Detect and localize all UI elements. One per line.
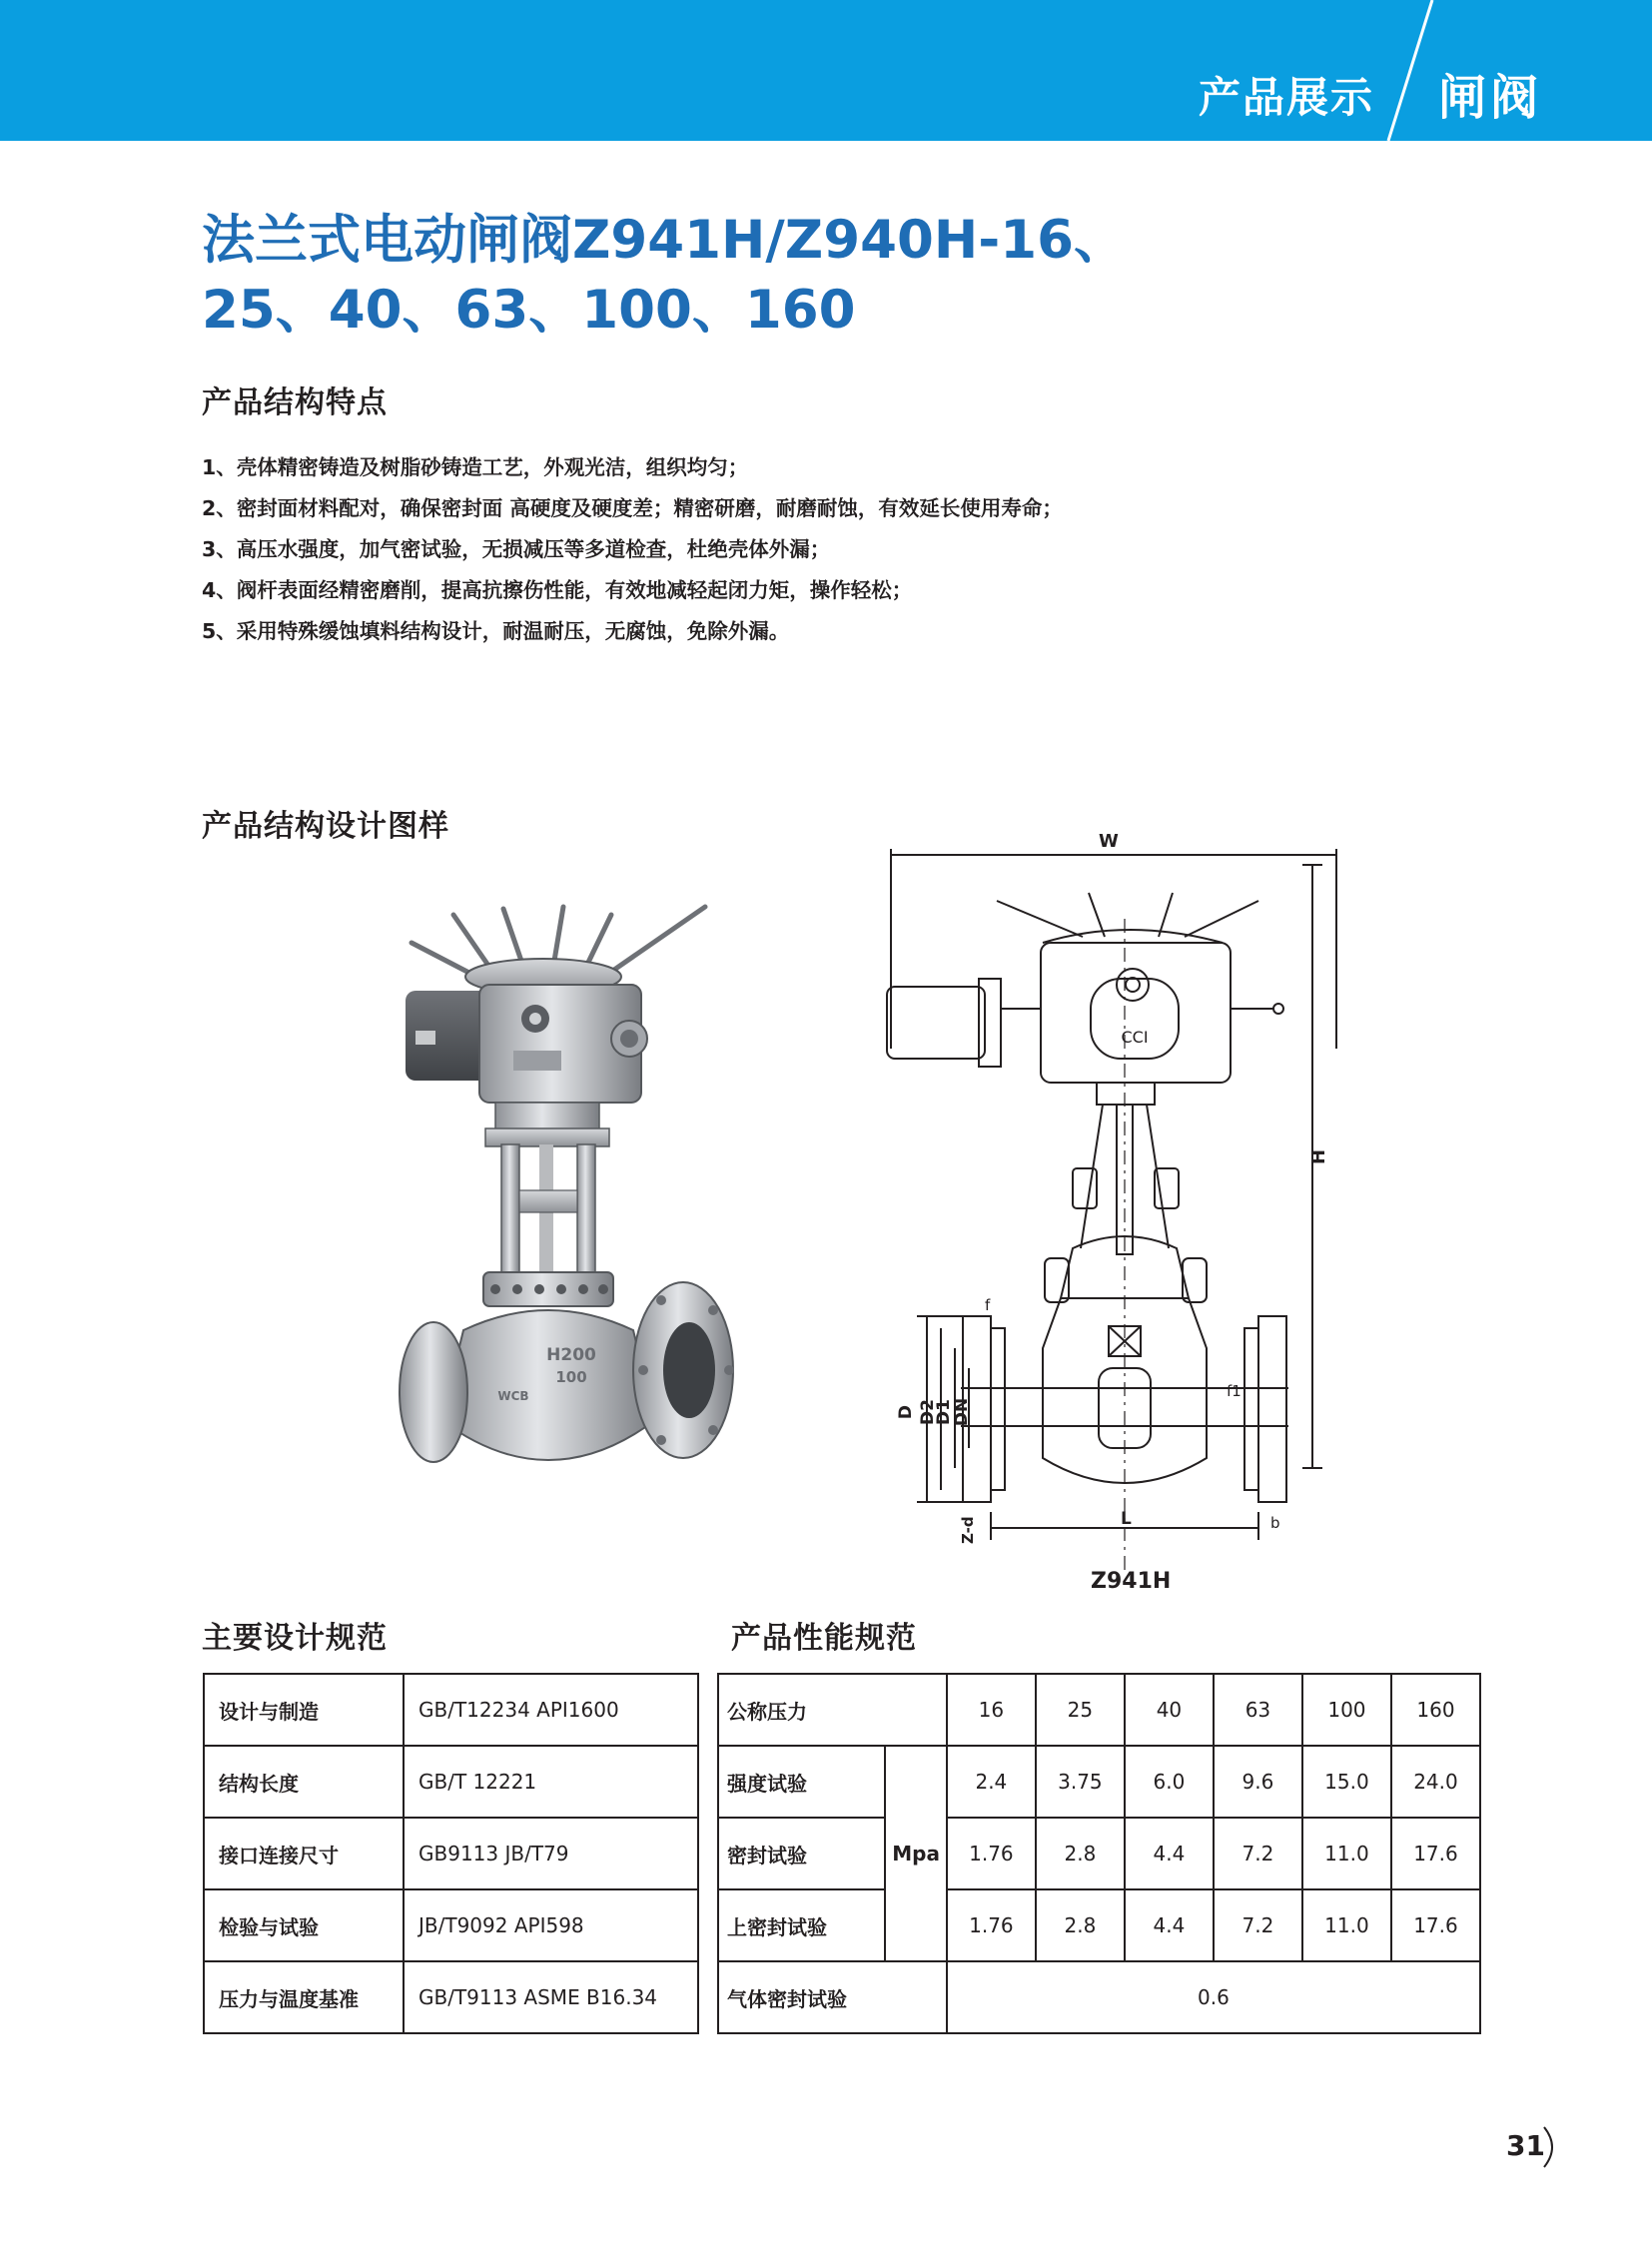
page-number: 31 — [1506, 2129, 1545, 2162]
test-value: 11.0 — [1302, 1889, 1391, 1961]
table-row — [718, 1889, 1480, 1961]
valve-photo — [394, 901, 747, 1496]
table-row — [204, 1746, 698, 1818]
gas-test-value: 0.6 — [947, 1961, 1480, 2033]
dim-f1-label: f1 — [1227, 1382, 1241, 1400]
dim-d-label: D — [896, 1404, 916, 1420]
unit-cell: Mpa — [885, 1746, 946, 1961]
valve-technical-drawing — [867, 829, 1358, 1572]
design-spec-table — [203, 1673, 699, 2034]
gas-test-label: 气体密封试验 — [718, 1961, 947, 2033]
test-value: 4.4 — [1125, 1818, 1214, 1889]
design-spec-label: 接口连接尺寸 — [204, 1818, 404, 1889]
page-number-bracket — [1540, 2123, 1562, 2171]
table-row — [204, 1818, 698, 1889]
feature-item: 2、密封面材料配对，确保密封面 高硬度及硬度差；精密研磨，耐磨耐蚀，有效延长使用寿命； — [202, 496, 1063, 520]
test-value: 3.75 — [1036, 1746, 1125, 1818]
design-spec-value: GB9113 JB/T79 — [404, 1818, 698, 1889]
test-value: 2.8 — [1036, 1818, 1125, 1889]
dim-l-label: L — [1121, 1509, 1132, 1529]
test-value: 11.0 — [1302, 1818, 1391, 1889]
dim-w-label: W — [1099, 831, 1119, 852]
header-divider-slash — [1374, 0, 1444, 141]
table-row — [718, 1818, 1480, 1889]
photo-body-mark-2: 100 — [555, 1368, 587, 1386]
test-value: 1.76 — [947, 1818, 1036, 1889]
test-value: 24.0 — [1391, 1746, 1480, 1818]
product-title — [202, 206, 1400, 346]
dim-dn-label: DN — [952, 1397, 972, 1427]
drawing-model-caption: Z941H — [1091, 1569, 1172, 1594]
dim-b-label: b — [1270, 1514, 1280, 1532]
test-label: 强度试验 — [718, 1746, 885, 1818]
performance-spec-table — [717, 1673, 1481, 2034]
feature-item: 3、高压水强度，加气密试验，无损减压等多道检查，杜绝壳体外漏； — [202, 537, 831, 561]
test-value: 4.4 — [1125, 1889, 1214, 1961]
design-spec-value: JB/T9092 API598 — [404, 1889, 698, 1961]
header-banner — [0, 0, 1652, 141]
pressure-value: 160 — [1391, 1674, 1480, 1746]
features-list — [202, 447, 1500, 652]
pressure-value: 100 — [1302, 1674, 1391, 1746]
design-spec-label: 设计与制造 — [204, 1674, 404, 1746]
design-spec-label: 压力与温度基准 — [204, 1961, 404, 2033]
design-spec-value: GB/T9113 ASME B16.34 — [404, 1961, 698, 2033]
features-heading: 产品结构特点 — [202, 385, 388, 420]
dim-f-label: f — [985, 1296, 991, 1314]
test-value: 2.8 — [1036, 1889, 1125, 1961]
feature-item: 5、采用特殊缓蚀填料结构设计，耐温耐压，无腐蚀，免除外漏。 — [202, 619, 790, 643]
table-row — [718, 1674, 1480, 1746]
dim-d1-label: D1 — [934, 1399, 954, 1425]
test-value: 2.4 — [947, 1746, 1036, 1818]
photo-body-mark-1: H200 — [546, 1345, 596, 1365]
figures-heading: 产品结构设计图样 — [202, 809, 449, 844]
feature-item: 1、壳体精密铸造及树脂砂铸造工艺，外观光洁，组织均匀； — [202, 455, 749, 479]
table-row — [204, 1674, 698, 1746]
test-value: 7.2 — [1214, 1889, 1302, 1961]
table-row — [718, 1746, 1480, 1818]
header-section-label: 产品展示 — [1198, 73, 1374, 122]
pressure-value: 16 — [947, 1674, 1036, 1746]
pressure-label: 公称压力 — [718, 1674, 947, 1746]
test-value: 9.6 — [1214, 1746, 1302, 1818]
test-value: 15.0 — [1302, 1746, 1391, 1818]
design-spec-label: 检验与试验 — [204, 1889, 404, 1961]
performance-spec-heading: 产品性能规范 — [731, 1621, 917, 1656]
test-label: 密封试验 — [718, 1818, 885, 1889]
product-title-line-1: 法兰式电动闸阀Z941H/Z940H-16、 — [202, 210, 1127, 271]
product-title-line-2: 25、40、63、100、160 — [202, 280, 856, 341]
test-value: 6.0 — [1125, 1746, 1214, 1818]
header-category-label: 闸阀 — [1438, 70, 1543, 126]
table-row — [204, 1889, 698, 1961]
dim-logo-label: CCI — [1121, 1028, 1149, 1047]
feature-item: 4、阀杆表面经精密磨削，提高抗擦伤性能，有效地减轻起闭力矩，操作轻松； — [202, 578, 913, 602]
dim-h-label: H — [1308, 1148, 1329, 1164]
table-row — [718, 1961, 1480, 2033]
design-spec-value: GB/T 12221 — [404, 1746, 698, 1818]
test-value: 17.6 — [1391, 1889, 1480, 1961]
pressure-value: 63 — [1214, 1674, 1302, 1746]
pressure-value: 40 — [1125, 1674, 1214, 1746]
test-value: 17.6 — [1391, 1818, 1480, 1889]
photo-body-mark-3: WCB — [497, 1389, 529, 1403]
test-value: 7.2 — [1214, 1818, 1302, 1889]
test-value: 1.76 — [947, 1889, 1036, 1961]
design-spec-value: GB/T12234 API1600 — [404, 1674, 698, 1746]
pressure-value: 25 — [1036, 1674, 1125, 1746]
table-row — [204, 1961, 698, 2033]
test-label: 上密封试验 — [718, 1889, 885, 1961]
dim-zd-label: Z-d — [959, 1516, 977, 1544]
dim-d2-label: D2 — [918, 1399, 938, 1425]
design-spec-heading: 主要设计规范 — [202, 1621, 388, 1656]
design-spec-label: 结构长度 — [204, 1746, 404, 1818]
